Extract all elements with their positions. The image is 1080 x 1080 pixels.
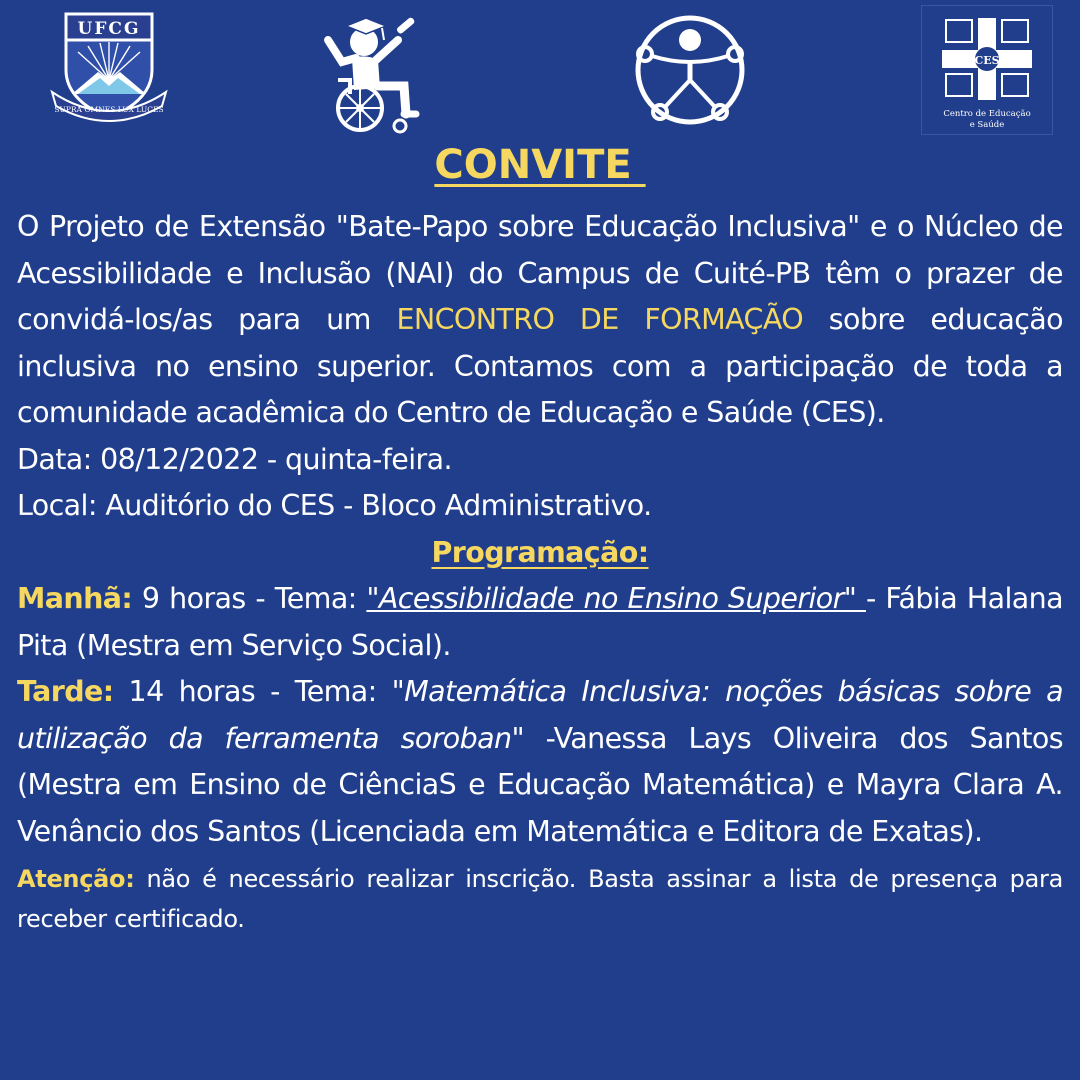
ces-caption-line2: e Saúde [969,120,1005,130]
accessibility-icon [628,10,752,130]
logo-bar [0,0,1080,145]
afternoon-time: 14 horas - Tema: [113,675,392,708]
event-date: Data: 08/12/2022 - quinta-feira. [17,442,452,476]
ufcg-motto: SUPRA OMNES LUX LUCES [54,105,164,114]
attention-label: Atenção: [17,865,135,893]
morning-speaker: - Fábia Halana Pita (Mestra em Serviço Social). [17,582,1063,662]
intro-text-2: sobre educação inclusiva no ensino superior. Contamos com a participação de toda a comunidade acadêmica do Centro de Educação e Saúde (CES). [17,303,1063,429]
graduate-wheelchair-icon [320,10,432,135]
morning-label: Manhã: [17,582,133,615]
event-location: Local: Auditório do CES - Bloco Administrativo. [17,489,652,522]
invitation-title: CONVITE [434,142,646,188]
ces-logo [921,5,1053,135]
morning-session [17,576,1063,669]
ufcg-initials: UFCG [77,19,141,39]
ces-acronym: CES [974,54,1000,67]
intro-text-1: O Projeto de Extensão "Bate-Papo sobre Educação Inclusiva" e o Núcleo de Acessibilidade e Inclusão (NAI) do Campus de Cuité-PB têm o prazer de convidá-los/as para um [17,210,1063,336]
attention-text: não é necessário realizar inscrição. Basta assinar a lista de presença para receber certificado. [17,865,1063,933]
intro-paragraph [17,204,1063,437]
morning-theme: "Acessibilidade no Ensino Superior" [366,582,866,615]
afternoon-speakers: -Vanessa Lays Oliveira dos Santos (Mestra em Ensino de CiênciaS e Educação Matemática) e Mayra Clara A. Venâncio dos Santos (Licenciada em Matemática e Editora de Exatas). [17,721,1063,848]
ufcg-crest-logo [48,8,170,126]
afternoon-session [17,669,1063,855]
attention-note [17,859,1063,939]
program-heading: Programação: [431,535,649,569]
afternoon-theme: "Matemática Inclusiva: noções básicas sobre a utilização da ferramenta soroban" [17,675,1063,755]
morning-time: 9 horas - Tema: [132,582,367,615]
afternoon-label: Tarde: [17,675,114,708]
invitation-body [17,204,1063,963]
ces-caption-line1: Centro de Educação [943,109,1031,119]
event-highlight: ENCONTRO DE FORMAÇÃO [396,303,804,336]
